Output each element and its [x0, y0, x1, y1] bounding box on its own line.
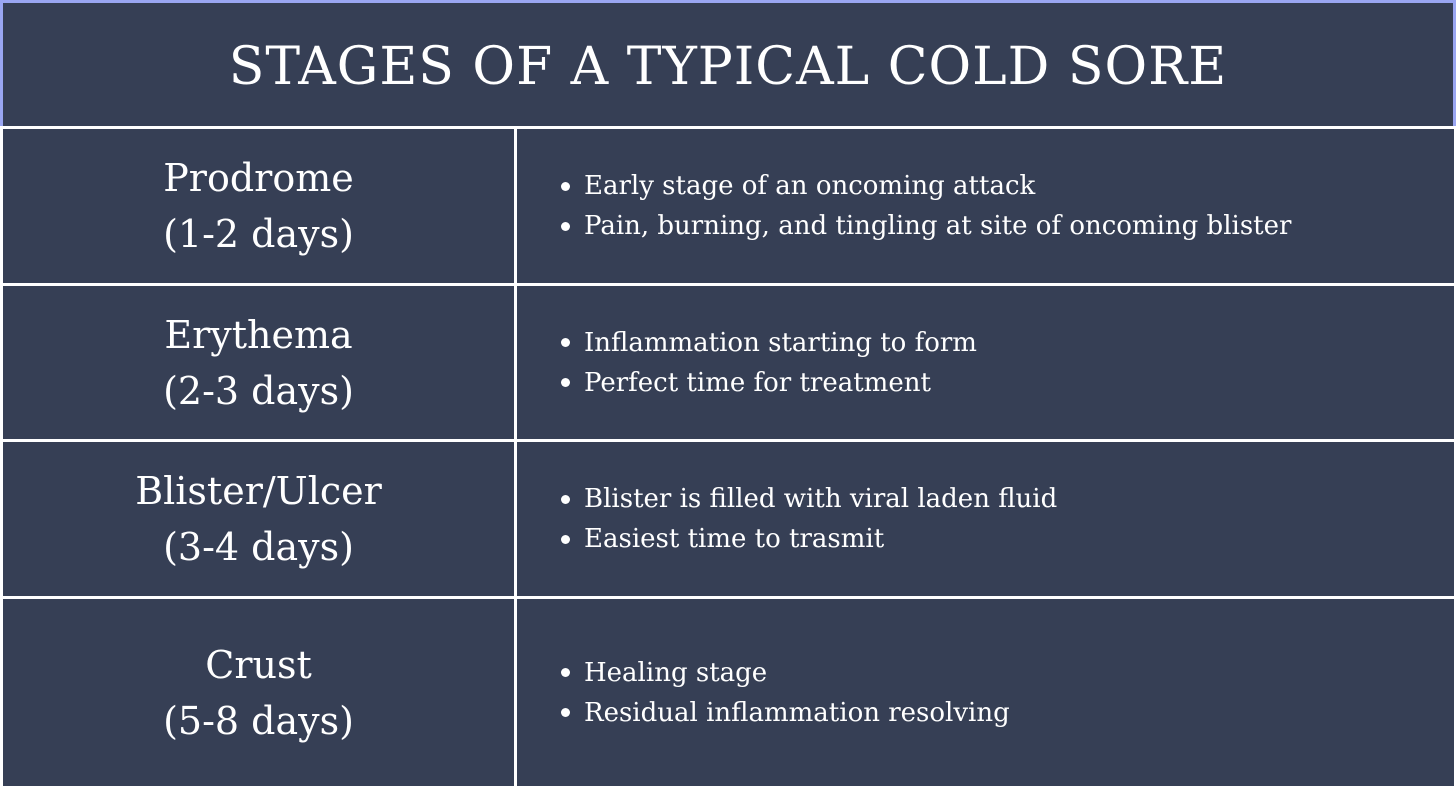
bullet-text: Pain, burning, and tingling at site of oncoming blister — [584, 211, 1292, 241]
description-cell — [517, 599, 1454, 786]
stage-cell — [3, 286, 514, 439]
description-cell — [517, 286, 1454, 439]
bullet-text: Early stage of an oncoming attack — [584, 171, 1036, 201]
list-item — [561, 479, 1454, 519]
stage-duration: (5-8 days) — [163, 698, 354, 743]
stage-cell — [3, 442, 514, 596]
bullet-text: Residual inflammation resolving — [584, 697, 1010, 728]
stage-name: Erythema — [164, 312, 353, 357]
bullet-icon — [561, 708, 570, 717]
list-item — [561, 363, 1454, 403]
list-item — [561, 519, 1454, 559]
list-item — [561, 166, 1454, 206]
bullet-icon — [561, 378, 570, 387]
description-cell — [517, 129, 1454, 283]
bullet-icon — [561, 495, 570, 504]
bullet-icon — [561, 535, 570, 544]
stage-name: Crust — [205, 642, 312, 687]
bullet-list — [561, 479, 1454, 559]
table-row-erythema — [3, 286, 1454, 439]
stage-name: Blister/Ulcer — [135, 469, 382, 513]
bullet-icon — [561, 222, 570, 231]
page-title: STAGES OF A TYPICAL COLD SORE — [228, 36, 1228, 97]
list-item — [561, 206, 1454, 246]
table-row-crust — [3, 599, 1454, 786]
stage-duration: (3-4 days) — [163, 525, 354, 569]
description-cell — [517, 442, 1454, 596]
bullet-text: Inflammation starting to form — [584, 327, 977, 358]
table-row-prodrome — [3, 129, 1454, 283]
stage-name: Prodrome — [163, 156, 354, 200]
bullet-list — [561, 166, 1454, 246]
bullet-icon — [561, 338, 570, 347]
list-item — [561, 693, 1454, 733]
bullet-list — [561, 653, 1454, 733]
bullet-text: Easiest time to trasmit — [584, 524, 885, 554]
title-bar — [0, 0, 1456, 126]
bullet-text: Healing stage — [584, 657, 768, 688]
list-item — [561, 653, 1454, 693]
stage-cell — [3, 129, 514, 283]
list-item — [561, 323, 1454, 363]
table-row-blister-ulcer — [3, 442, 1454, 596]
bullet-text: Perfect time for treatment — [584, 367, 931, 398]
bullet-text: Blister is filled with viral laden fluid — [584, 484, 1058, 514]
stage-duration: (1-2 days) — [163, 212, 354, 256]
stage-duration: (2-3 days) — [163, 368, 354, 413]
bullet-icon — [561, 182, 570, 191]
stage-cell — [3, 599, 514, 786]
bullet-list — [561, 323, 1454, 403]
bullet-icon — [561, 668, 570, 677]
